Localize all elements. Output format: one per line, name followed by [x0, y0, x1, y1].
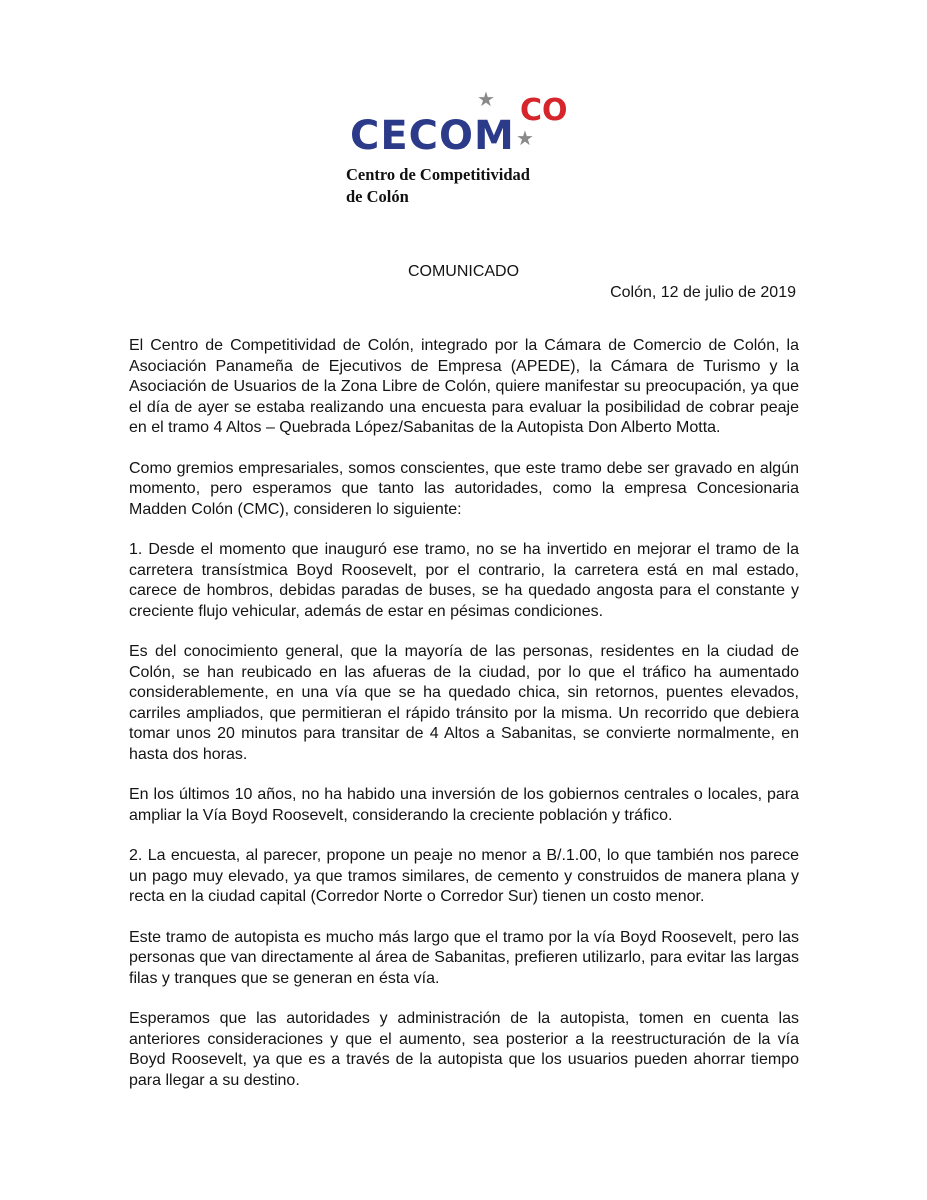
document-date: Colón, 12 de julio de 2019: [610, 284, 796, 301]
cecom-logo: [346, 88, 590, 218]
document-body: [129, 336, 799, 1111]
paragraph: El Centro de Competitividad de Colón, integrado por la Cámara de Comercio de Colón, la Asociación Panameña de Ejecutivos de Empresa (APEDE), la Cámara de Turismo y la Asociación de Usuarios de la Zona Libre de Colón, quiere manifestar su preocupación, ya que el día de ayer se estaba realizando una encuesta para evaluar la posibilidad de cobrar peaje en el tramo 4 Altos – Quebrada López/Sabanitas de la Autopista Don Alberto Motta.: [129, 337, 799, 436]
paragraph: Esperamos que las autoridades y administración de la autopista, tomen en cuenta las anteriores consideraciones y que el aumento, sea posterior a la reestructuración de la vía Boyd Roosevelt, ya que es a través de la autopista que los usuarios pueden ahorrar tiempo para llegar a su destino.: [129, 1010, 799, 1089]
paragraph: 1. Desde el momento que inauguró ese tramo, no se ha invertido en mejorar el tramo de la carretera transístmica Boyd Roosevelt, por el contrario, la carretera está en mal estado, carece de hombros, debidas paradas de buses, se ha quedado angosta para el constante y creciente flujo vehicular, además de estar en pésimas condiciones.: [129, 541, 799, 620]
document-heading: COMUNICADO: [407, 263, 520, 280]
paragraph: Es del conocimiento general, que la mayoría de las personas, residentes en la ciudad de Colón, se han reubicado en las afueras de la ciudad, por lo que el tráfico ha aumentado considerablemente, en una vía que se ha quedado chica, sin retornos, puentes elevados, carriles ampliados, que permitieran el rápido tránsito por la misma. Un recorrido que debiera tomar unos 20 minutos para transitar de 4 Altos a Sabanitas, se convierte normalmente, en hasta dos horas.: [129, 643, 799, 763]
logo-suffix: CO: [520, 93, 568, 128]
paragraph: En los últimos 10 años, no ha habido una inversión de los gobiernos centrales o locales, para ampliar la Vía Boyd Roosevelt, considerando la creciente población y tráfico.: [129, 786, 799, 824]
logo-name: CECOM: [350, 113, 515, 159]
paragraph: Como gremios empresariales, somos conscientes, que este tramo debe ser gravado en algún momento, pero esperamos que tanto las autoridades, como la empresa Concesionaria Madden Colón (CMC), consideren lo siguiente:: [129, 459, 799, 518]
star-icon: ★: [477, 89, 495, 111]
logo-subtitle-line2: de Colón: [346, 187, 409, 206]
paragraph: Este tramo de autopista es mucho más largo que el tramo por la vía Boyd Roosevelt, pero las personas que van directamente al área de Sabanitas, prefieren utilizarlo, para evitar las largas filas y tranques que se generan en ésta vía.: [129, 928, 799, 987]
logo-subtitle: [346, 164, 530, 208]
logo-subtitle-line1: Centro de Competitividad: [346, 165, 530, 184]
paragraph: 2. La encuesta, al parecer, propone un peaje no menor a B/.1.00, lo que también nos parece un pago muy elevado, ya que tramos similares, de cemento y construidos de manera plana y recta en la ciudad capital (Corredor Norte o Corredor Sur) tienen un costo menor.: [129, 847, 799, 905]
star-icon: ★: [516, 128, 534, 150]
